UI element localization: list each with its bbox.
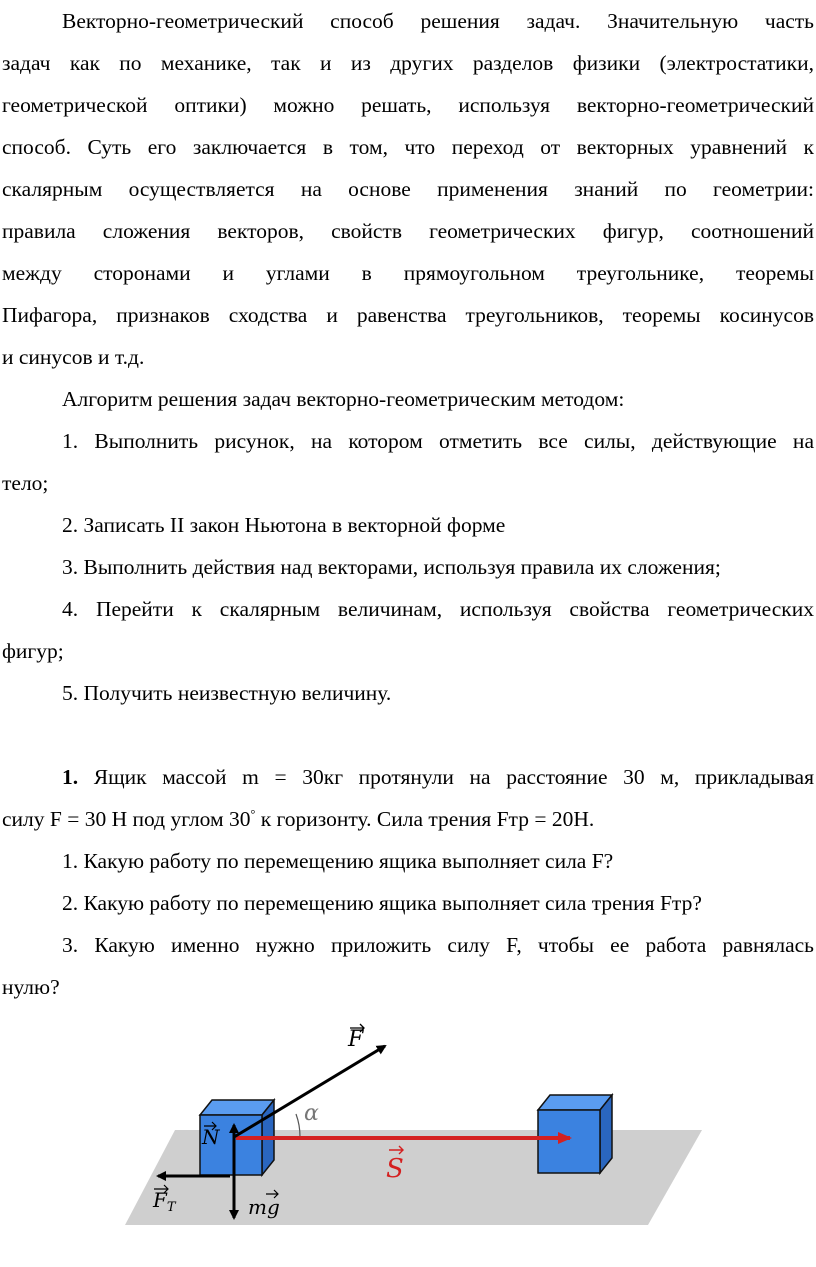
paragraph-line: способ. Суть его заключается в том, что переход от векторных уравнений к [2,135,814,159]
algorithm-step-1: 1. Выполнить рисунок, на котором отметить все силы, действующие на [62,429,814,453]
physics-diagram [0,1010,816,1260]
paragraph-line: Векторно-геометрический способ решения задач. Значительную часть [62,9,814,33]
box-end [538,1095,612,1173]
paragraph-line: между сторонами и углами в прямоугольном треугольнике, теоремы [2,261,814,285]
paragraph-line: задач как по механике, так и из других разделов физики (электростатики, [2,51,814,75]
algorithm-title: Алгоритм решения задач векторно-геометрическим методом: [62,387,625,411]
paragraph-line: скалярным осуществляется на основе применения знаний по геометрии: [2,177,814,201]
label-F: F [348,1027,364,1052]
label-friction: $F_T$ [153,1188,176,1215]
question-1: 1. Какую работу по перемещению ящика выполняет сила F? [62,849,614,873]
algorithm-step-5: 5. Получить неизвестную величину. [62,681,392,705]
question-3-cont: нулю? [2,975,60,999]
label-N: N [202,1125,220,1149]
paragraph-line: геометрической оптики) можно решать, используя векторно-геометрический [2,93,814,117]
question-3: 3. Какую именно нужно приложить силу F, чтобы ее работа равнялась [62,933,814,957]
paragraph-line: Пифагора, признаков сходства и равенства треугольников, теоремы косинусов [2,303,814,327]
paragraph-line: правила сложения векторов, свойств геометрических фигур, соотношений [2,219,814,243]
problem-text: Ящик массой m = 30кг протянули на расстояние 30 м, прикладывая [78,765,814,789]
problem-text: силу F = 30 Н под углом 30 [2,807,251,831]
degree-sign: ° [250,806,256,821]
problem-number: 1. [62,765,79,789]
label-S: S [386,1154,404,1184]
algorithm-step-1-cont: тело; [2,471,49,495]
problem-statement-cont [2,798,814,840]
paragraph-line: и синусов и т.д. [2,345,145,369]
label-mg: mg [248,1195,280,1219]
question-2: 2. Какую работу по перемещению ящика выполняет сила трения Fтр? [62,891,702,915]
label-alpha: α [304,1101,319,1126]
algorithm-step-3: 3. Выполнить действия над векторами, используя правила их сложения; [62,555,721,579]
problem-statement [2,756,814,798]
algorithm-step-2: 2. Записать II закон Ньютона в векторной форме [62,513,506,537]
algorithm-step-4: 4. Перейти к скалярным величинам, используя свойства геометрических [62,597,814,621]
problem-text: к горизонту. Сила трения Fтр = 20Н. [255,807,595,831]
algorithm-step-4-cont: фигур; [2,639,64,663]
